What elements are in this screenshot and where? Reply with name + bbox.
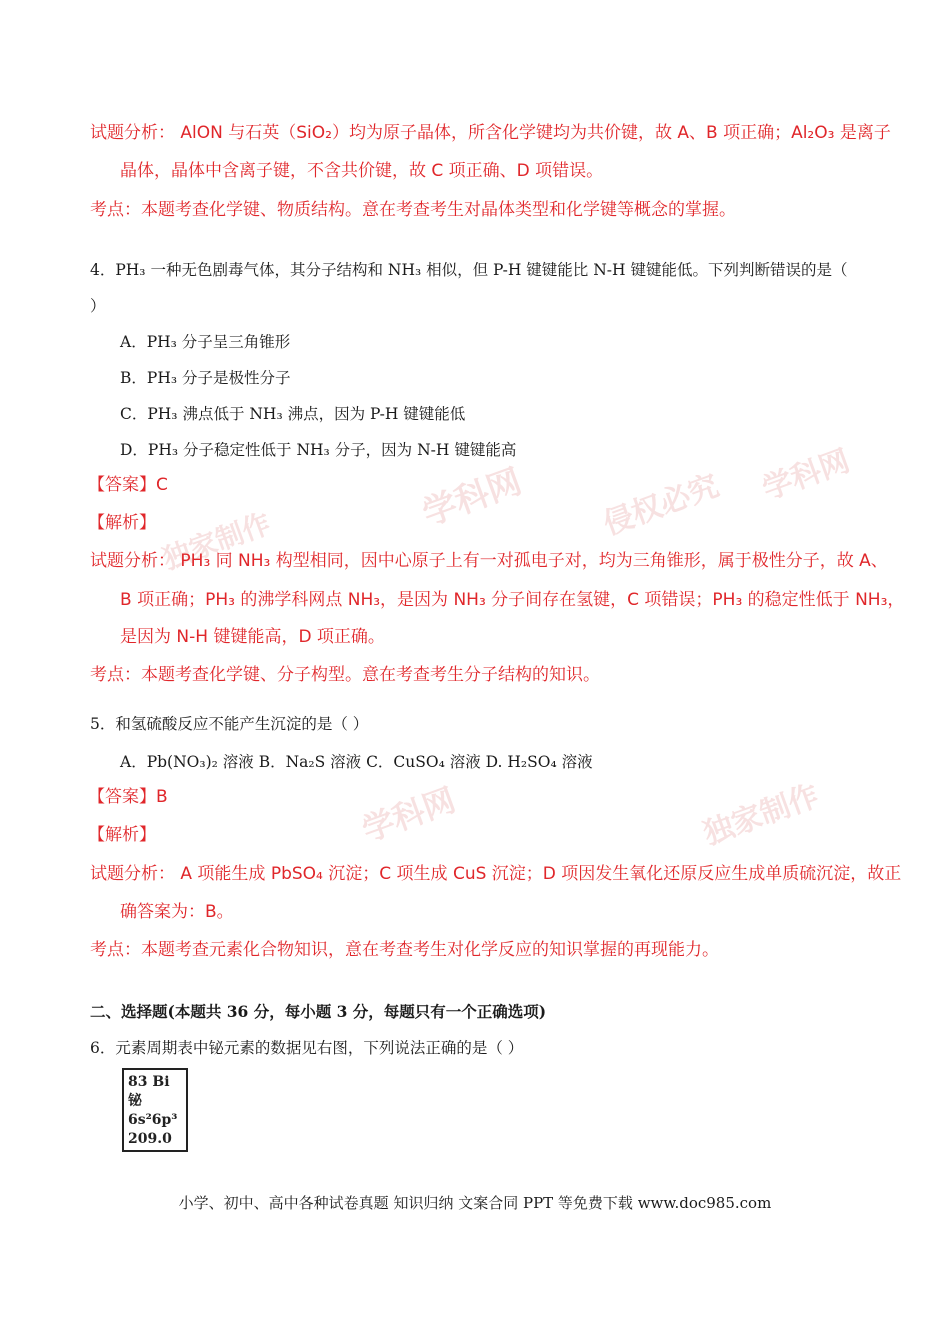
- q4-option-a: A．PH₃ 分子呈三角锥形: [120, 333, 291, 351]
- element-atomic-mass: 209.0: [128, 1131, 172, 1147]
- watermark: 独家制作: [158, 506, 275, 577]
- watermark: 独家制作: [698, 778, 824, 853]
- q5-analysis-label: 【解析】: [88, 825, 156, 845]
- q5-point: 考点：本题考查元素化合物知识，意在考查考生对化学反应的知识掌握的再现能力。: [90, 940, 719, 960]
- q5-analysis-line-1: 试题分析： A 项能生成 PbSO₄ 沉淀；C 项生成 CuS 沉淀；D 项因发生氧化还原反应生成单质硫沉淀，故正: [90, 864, 902, 884]
- q4-option-b: B．PH₃ 分子是极性分子: [120, 369, 291, 387]
- q3-analysis-line-1: 试题分析： AlON 与石英（SiO₂）均为原子晶体，所含化学键均为共价键，故 A、B 项正确；Al₂O₃ 是离子: [90, 123, 891, 143]
- q4-analysis-line-1: 试题分析： PH₃ 同 NH₃ 构型相同，因中心原子上有一对孤电子对，均为三角锥形，属于极性分子，故 A、: [90, 551, 888, 571]
- q4-stem-line-2: ）: [90, 297, 106, 315]
- q4-analysis-line-2: B 项正确；PH₃ 的沸学科网点 NH₃，是因为 NH₃ 分子间存在氢键，C 项错误；PH₃ 的稳定性低于 NH₃，: [120, 590, 905, 610]
- element-name: 铋: [128, 1093, 142, 1109]
- q4-analysis-label: 【解析】: [88, 513, 156, 533]
- q4-analysis-line-3: 是因为 N-H 键键能高，D 项正确。: [120, 627, 385, 647]
- q5-answer: 【答案】B: [88, 787, 168, 807]
- q4-option-d: D．PH₃ 分子稳定性低于 NH₃ 分子，因为 N-H 键键能高: [120, 441, 517, 459]
- element-number-symbol: 83 Bi: [128, 1074, 170, 1090]
- watermark: 侵权必究: [598, 468, 724, 543]
- element-card-bismuth: [122, 1068, 188, 1152]
- q4-answer: 【答案】C: [88, 475, 168, 495]
- q3-analysis-line-2: 晶体，晶体中含离子键，不含共价键，故 C 项正确、D 项错误。: [120, 161, 604, 181]
- q5-options: A．Pb(NO₃)₂ 溶液 B．Na₂S 溶液 C．CuSO₄ 溶液 D. H₂SO₄ 溶液: [120, 753, 593, 771]
- element-electron-config: 6s²6p³: [128, 1112, 178, 1128]
- q3-point: 考点：本题考查化学键、物质结构。意在考查考生对晶体类型和化学键等概念的掌握。: [90, 200, 736, 220]
- q5-stem: 5．和氢硫酸反应不能产生沉淀的是（ ）: [90, 715, 369, 733]
- watermark: 学科网: [417, 461, 527, 535]
- q4-stem-line-1: 4．PH₃ 一种无色剧毒气体，其分子结构和 NH₃ 相似，但 P-H 键键能比 N-H 键键能低。下列判断错误的是（: [90, 261, 848, 279]
- q4-point: 考点：本题考查化学键、分子构型。意在考查考生分子结构的知识。: [90, 665, 600, 685]
- page-footer: 小学、初中、高中各种试卷真题 知识归纳 文案合同 PPT 等免费下载 www.doc985.com: [178, 1194, 772, 1212]
- q4-option-c: C．PH₃ 沸点低于 NH₃ 沸点，因为 P-H 键键能低: [120, 405, 466, 423]
- q6-stem: 6．元素周期表中铋元素的数据见右图，下列说法正确的是（ ）: [90, 1039, 524, 1057]
- watermark: 学科网: [757, 443, 855, 508]
- watermark: 学科网: [357, 780, 461, 850]
- section-heading: 二、选择题(本题共 36 分，每小题 3 分，每题只有一个正确选项): [90, 1002, 547, 1021]
- q5-analysis-line-2: 确答案为：B。: [120, 902, 234, 922]
